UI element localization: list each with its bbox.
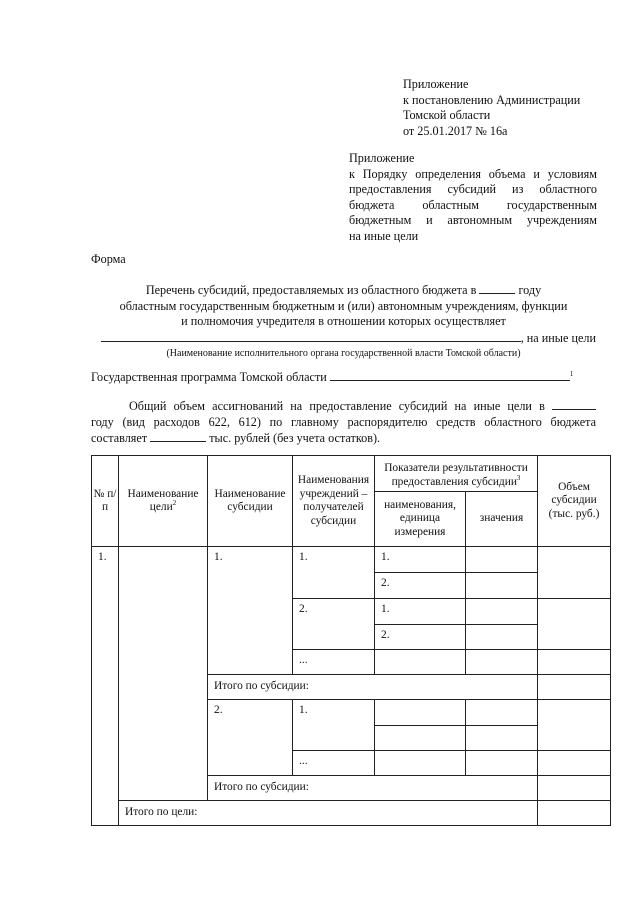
header-num: № п/п bbox=[92, 456, 119, 547]
cell-volume bbox=[538, 776, 611, 801]
cell-indicator: 2. bbox=[375, 573, 466, 599]
appendix-order-line: к Порядку определения объема и условиям bbox=[349, 166, 597, 181]
header-recipients: Наименования учреждений – получателей субсидии bbox=[293, 456, 375, 547]
cell-recipient-ellipsis: ... bbox=[293, 751, 375, 776]
cell-volume bbox=[538, 650, 611, 675]
cell-volume bbox=[538, 675, 611, 700]
cell-volume bbox=[538, 700, 611, 751]
cell-indicator bbox=[375, 726, 466, 751]
title-line-1 bbox=[91, 282, 596, 299]
cell-volume bbox=[538, 547, 611, 599]
paragraph-line-1-text: Общий объем ассигнований на предоставление субсидий на иные цели в bbox=[129, 399, 545, 413]
title-line-1-end: году bbox=[518, 283, 542, 297]
program-blank bbox=[330, 369, 570, 381]
appendix-order-line: бюджета областным государственным bbox=[349, 197, 597, 212]
header-indicator-name: наименования, единица измерения bbox=[375, 492, 466, 547]
year-blank bbox=[479, 282, 515, 294]
cell-indicator: 2. bbox=[375, 625, 466, 650]
header-indicators-text: Показатели результативности предоставления субсидии bbox=[384, 462, 528, 488]
cell-indicator-value bbox=[466, 700, 538, 726]
paragraph-line-3-text: составляет bbox=[91, 431, 148, 446]
cell-volume bbox=[538, 751, 611, 776]
title-line-3: и полномочия учредителя в отношении которых осуществляет bbox=[181, 314, 506, 329]
header-indicators bbox=[375, 456, 538, 492]
appendix-main bbox=[403, 77, 603, 139]
program-label: Государственная программа Томской области bbox=[91, 370, 327, 384]
cell-recipient-3: 1. bbox=[293, 700, 375, 751]
cell-recipient-1: 1. bbox=[293, 547, 375, 599]
appendix-main-line: от 25.01.2017 № 16а bbox=[403, 123, 508, 138]
appendix-main-line: к постановлению Администрации bbox=[403, 92, 581, 107]
header-indicator-value: значения bbox=[466, 492, 538, 547]
cell-subsidy-1: 1. bbox=[208, 547, 293, 675]
cell-indicator-value bbox=[466, 599, 538, 625]
cell-indicator bbox=[375, 650, 466, 675]
appendix-main-line: Приложение bbox=[403, 77, 469, 91]
cell-indicator-value bbox=[466, 751, 538, 776]
paragraph-line-2: году (вид расходов 622, 612) по главному распорядителю средств областного бюджета bbox=[91, 414, 596, 429]
appendix-order-line: предоставления субсидий из областного bbox=[349, 182, 597, 197]
cell-recipient-2: 2. bbox=[293, 599, 375, 650]
paragraph-line-3-end: тыс. рублей (без учета остатков). bbox=[209, 431, 381, 446]
program-footnote: 1 bbox=[569, 369, 574, 378]
program-line bbox=[91, 369, 601, 386]
appendix-main-line: Томской области bbox=[403, 108, 491, 123]
amount-blank bbox=[150, 430, 206, 442]
header-subsidy: Наименование субсидии bbox=[208, 456, 293, 547]
header-goal-text: Наименование цели bbox=[127, 487, 199, 513]
header-volume: Объем субсидии (тыс. руб.) bbox=[538, 456, 611, 547]
header-goal-footnote: 2 bbox=[172, 499, 177, 508]
cell-volume bbox=[538, 801, 611, 826]
cell-indicator-value bbox=[466, 726, 538, 751]
form-label: Форма bbox=[91, 252, 126, 266]
authority-blank bbox=[101, 330, 521, 342]
title-line-2: областным государственным бюджетным и (или) автономным учреждениям, функции bbox=[119, 298, 568, 313]
total-goal: Итого по цели: bbox=[119, 801, 538, 826]
appendix-order-line: на иные цели bbox=[349, 228, 419, 243]
document-title bbox=[91, 282, 596, 360]
title-line-1-text: Перечень субсидий, предоставляемых из областного бюджета в bbox=[145, 283, 477, 297]
cell-row-num: 1. bbox=[92, 547, 119, 826]
paragraph-line-1 bbox=[91, 398, 596, 415]
appendix-order-line: Приложение bbox=[349, 151, 415, 165]
appendix-order bbox=[349, 151, 597, 245]
cell-subsidy-2: 2. bbox=[208, 700, 293, 776]
cell-indicator-value bbox=[466, 625, 538, 650]
total-subsidy-1: Итого по субсидии: bbox=[208, 675, 538, 700]
cell-recipient-ellipsis: ... bbox=[293, 650, 375, 675]
header-indicators-footnote: 3 bbox=[516, 473, 521, 482]
cell-goal bbox=[119, 547, 208, 801]
cell-indicator: 1. bbox=[375, 547, 466, 573]
cell-indicator-value bbox=[466, 573, 538, 599]
appendix-order-line: бюджетным и автономным учреждениям bbox=[349, 213, 597, 228]
total-subsidy-2: Итого по субсидии: bbox=[208, 776, 538, 801]
subsidies-table bbox=[91, 455, 611, 826]
cell-volume bbox=[538, 599, 611, 650]
allocation-paragraph bbox=[91, 398, 596, 447]
title-line-4 bbox=[91, 330, 596, 347]
cell-indicator-value bbox=[466, 547, 538, 573]
header-goal bbox=[119, 456, 208, 547]
paragraph-line-3 bbox=[91, 430, 596, 447]
cell-indicator: 1. bbox=[375, 599, 466, 625]
paragraph-year-blank bbox=[552, 398, 596, 410]
cell-indicator bbox=[375, 751, 466, 776]
title-line-4-end: , на иные цели bbox=[520, 330, 596, 345]
cell-indicator bbox=[375, 700, 466, 726]
cell-indicator-value bbox=[466, 650, 538, 675]
authority-caption: (Наименование исполнительного органа государственной власти Томской области) bbox=[166, 348, 521, 360]
